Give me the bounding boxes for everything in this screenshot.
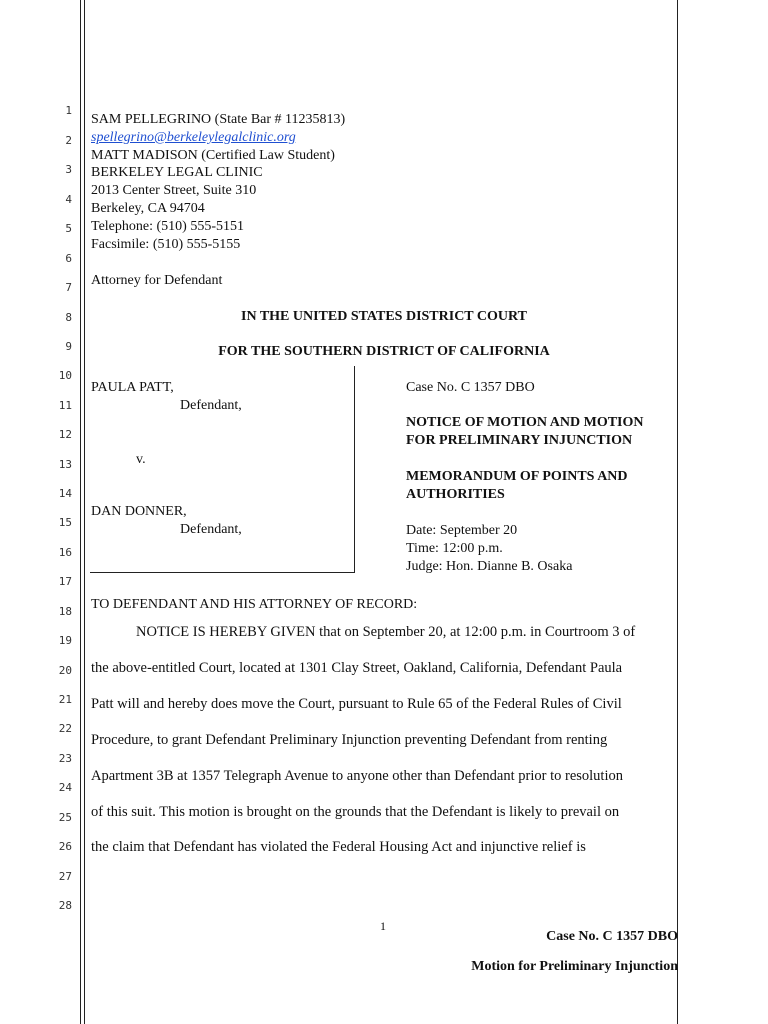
line-number: 13 [58, 458, 72, 471]
body-line: the above-entitled Court, located at 1301 Clay Street, Oakland, California, Defendant Paula [91, 660, 623, 676]
body-line: Patt will and hereby does move the Court, pursuant to Rule 65 of the Federal Rules of Civil [91, 696, 622, 712]
law-student-name: MATT MADISON (Certified Law Student) [91, 148, 335, 163]
line-number: 15 [58, 516, 72, 529]
street-address: 2013 Center Street, Suite 310 [91, 183, 257, 198]
line-number: 9 [65, 340, 72, 353]
line-number: 17 [58, 575, 72, 588]
case-number: Case No. C 1357 DBO [406, 380, 535, 395]
line-number: 27 [58, 870, 72, 883]
party-2-role: Defendant, [180, 522, 242, 537]
left-margin-rule-inner [84, 0, 85, 1024]
hearing-date: Date: September 20 [406, 523, 518, 538]
line-number: 8 [65, 311, 72, 324]
motion-title-line-2: FOR PRELIMINARY INJUNCTION [406, 433, 633, 448]
body-line: Procedure, to grant Defendant Preliminary Injunction preventing Defendant from renting [91, 732, 608, 748]
line-number: 2 [65, 134, 72, 147]
city-address: Berkeley, CA 94704 [91, 201, 205, 216]
hearing-time: Time: 12:00 p.m. [406, 541, 503, 556]
line-number: 14 [58, 487, 72, 500]
line-number: 24 [58, 781, 72, 794]
party-1-role: Defendant, [180, 398, 242, 413]
line-number: 28 [58, 899, 72, 912]
court-title-line-1: IN THE UNITED STATES DISTRICT COURT [241, 309, 527, 324]
line-number: 10 [58, 369, 72, 382]
versus: v. [136, 452, 146, 467]
line-number: 25 [58, 811, 72, 824]
body-line: Apartment 3B at 1357 Telegraph Avenue to anyone other than Defendant prior to resolution [91, 768, 623, 784]
line-number: 6 [65, 252, 72, 265]
line-number: 18 [58, 605, 72, 618]
body-line: of this suit. This motion is brought on the grounds that the Defendant is likely to prevail on [91, 804, 620, 820]
judge-name: Judge: Hon. Dianne B. Osaka [406, 559, 573, 574]
right-margin-rule [677, 0, 678, 1024]
attorney-email-link[interactable]: spellegrino@berkeleylegalclinic.org [91, 130, 296, 145]
line-number: 1 [65, 104, 72, 117]
line-number: 3 [65, 163, 72, 176]
page-number: 1 [380, 919, 386, 933]
motion-title-line-1: NOTICE OF MOTION AND MOTION [406, 415, 644, 430]
memorandum-title-line-2: AUTHORITIES [406, 487, 505, 502]
party-1-name: PAULA PATT, [91, 380, 174, 395]
caption-divider-horizontal [90, 572, 354, 573]
party-2-name: DAN DONNER, [91, 504, 187, 519]
line-number: 22 [58, 722, 72, 735]
line-number: 7 [65, 281, 72, 294]
line-number: 4 [65, 193, 72, 206]
memorandum-title-line-1: MEMORANDUM OF POINTS AND [406, 469, 628, 484]
telephone: Telephone: (510) 555-5151 [91, 219, 244, 234]
line-number: 11 [58, 399, 72, 412]
line-number: 21 [58, 693, 72, 706]
line-number: 16 [58, 546, 72, 559]
attorney-name: SAM PELLEGRINO (State Bar # 11235813) [91, 112, 346, 127]
body-line: NOTICE IS HEREBY GIVEN that on September 20, at 12:00 p.m. in Courtroom 3 of [136, 624, 636, 640]
salutation: TO DEFENDANT AND HIS ATTORNEY OF RECORD: [91, 597, 418, 612]
line-number: 19 [58, 634, 72, 647]
facsimile: Facsimile: (510) 555-5155 [91, 237, 241, 252]
court-title-line-2: FOR THE SOUTHERN DISTRICT OF CALIFORNIA [218, 344, 550, 359]
left-margin-rule-outer [80, 0, 81, 1024]
footer-document-title: Motion for Preliminary Injunction [471, 959, 678, 974]
attorney-role: Attorney for Defendant [91, 273, 223, 288]
body-line: the claim that Defendant has violated the Federal Housing Act and injunctive relief is [91, 839, 586, 855]
line-number: 26 [58, 840, 72, 853]
footer-case-number: Case No. C 1357 DBO [546, 929, 678, 944]
line-number: 20 [58, 664, 72, 677]
line-number: 23 [58, 752, 72, 765]
caption-divider-vertical [354, 366, 355, 573]
line-number: 5 [65, 222, 72, 235]
line-number: 12 [58, 428, 72, 441]
organization-name: BERKELEY LEGAL CLINIC [91, 165, 263, 180]
